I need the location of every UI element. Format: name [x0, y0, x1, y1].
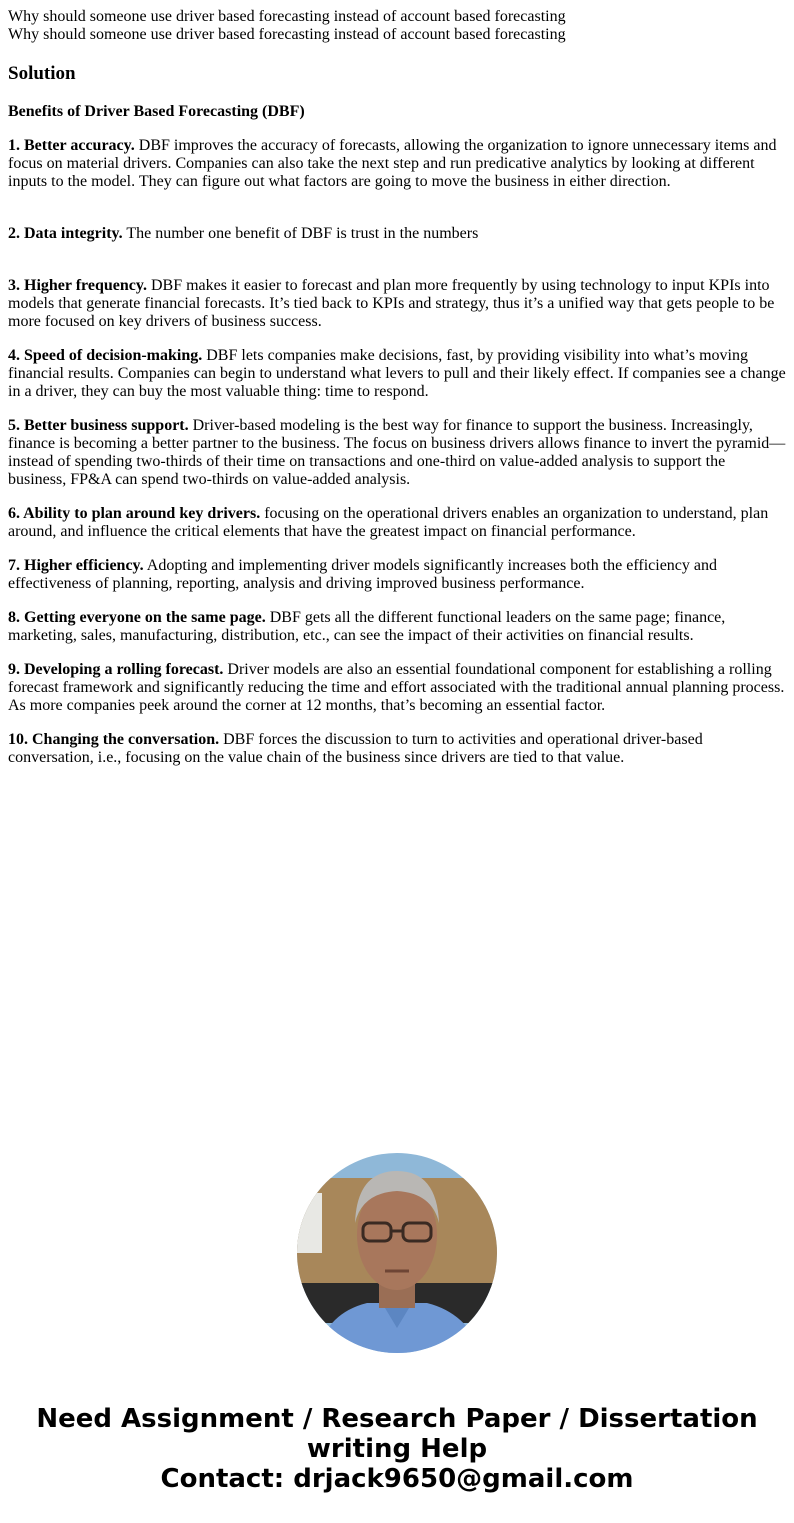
item-title: 10. Changing the conversation.: [8, 731, 220, 748]
item-title: 6. Ability to plan around key drivers.: [8, 505, 261, 522]
item-title: 7. Higher efficiency.: [8, 557, 144, 574]
list-item: [8, 505, 786, 541]
list-item: [8, 731, 786, 767]
list-item: [8, 347, 786, 401]
item-title: 4. Speed of decision-making.: [8, 347, 203, 364]
question-text: Why should someone use driver based forecasting instead of account based forecasting: [8, 8, 566, 25]
item-text: DBF improves the accuracy of forecasts, allowing the organization to ignore unnecessary items and focus on material drivers. Companies can also take the next step and run predicative analytics by looking at different inputs to the model. They can figure out what factors are going to move the business in either direction.: [8, 137, 777, 190]
item-text: DBF forces the discussion to turn to activities and operational driver-based conversation, i.e., focusing on the value chain of the business since drivers are tied to that value.: [8, 731, 703, 766]
list-item: [8, 137, 786, 191]
list-item: [8, 557, 786, 593]
item-text: DBF makes it easier to forecast and plan more frequently by using technology to input KPIs into models that generate financial forecasts. It’s tied back to KPIs and strategy, thus it’s a unified way that gets people to be more focused on key drivers of business success.: [8, 277, 775, 330]
list-item: [8, 225, 786, 243]
avatar: [297, 1153, 497, 1353]
item-title: 8. Getting everyone on the same page.: [8, 609, 266, 626]
list-item: [8, 277, 786, 331]
footer-contact-text: Contact: drjack9650@gmail.com: [160, 1464, 634, 1494]
list-item: [8, 417, 786, 489]
item-text: Adopting and implementing driver models significantly increases both the efficiency and effectiveness of planning, reporting, analysis and driving improved business performance.: [8, 557, 718, 592]
footer-banner: [0, 1404, 794, 1494]
list-item: [8, 661, 786, 715]
item-text: focusing on the operational drivers enables an organization to understand, plan around, and influence the critical elements that have the greatest impact on financial performance.: [8, 505, 769, 540]
item-title: 2. Data integrity.: [8, 225, 123, 242]
item-text: Driver-based modeling is the best way for finance to support the business. Increasingly, finance is becoming a better partner to the business. The focus on business drivers allows finance to invert the pyramid—instead of spending two-thirds of their time on transactions and one-third on value-added analysis to support the business, FP&A can spend two-thirds on value-added analysis.: [8, 417, 786, 488]
question-text: Why should someone use driver based forecasting instead of account based forecasting: [8, 26, 566, 43]
solution-heading: Solution: [8, 63, 76, 84]
item-title: 9. Developing a rolling forecast.: [8, 661, 224, 678]
item-title: 1. Better accuracy.: [8, 137, 135, 154]
item-text: DBF lets companies make decisions, fast, by providing visibility into what’s moving financial results. Companies can begin to understand what levers to pull and their likely effect. If companies see a change in a driver, they can buy the most valuable thing: time to respond.: [8, 347, 786, 400]
benefits-subheading: Benefits of Driver Based Forecasting (DBF): [8, 103, 305, 120]
footer-help-text: Need Assignment / Research Paper / Dissertation writing Help: [36, 1404, 758, 1464]
item-title: 3. Higher frequency.: [8, 277, 147, 294]
list-item: [8, 609, 786, 645]
item-text: The number one benefit of DBF is trust in the numbers: [122, 225, 479, 242]
item-text: DBF gets all the different functional leaders on the same page; finance, marketing, sales, manufacturing, distribution, etc., can see the impact of their activities on financial results.: [8, 609, 726, 644]
item-text: Driver models are also an essential foundational component for establishing a rolling forecast framework and significantly reducing the time and effort associated with the traditional annual planning process. As more companies peek around the corner at 12 months, that’s becoming an essential factor.: [8, 661, 785, 714]
item-title: 5. Better business support.: [8, 417, 189, 434]
